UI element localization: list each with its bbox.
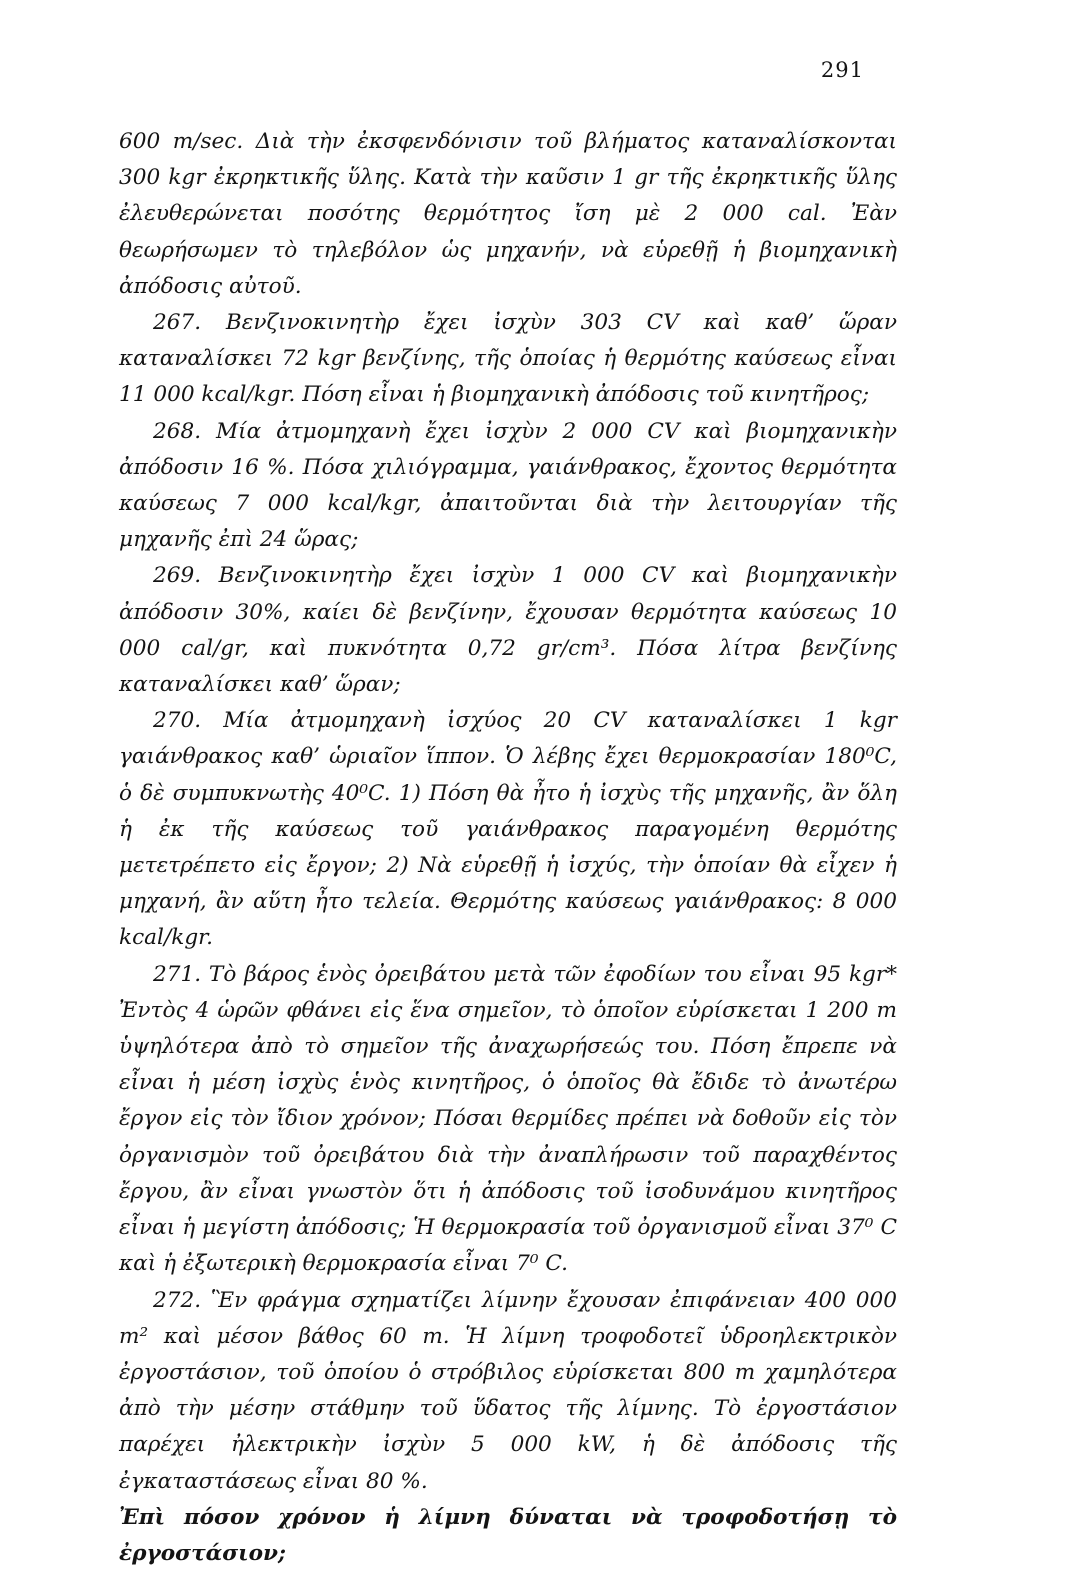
problem-272-question: Ἐπὶ πόσον χρόνον ἡ λίμνη δύναται νὰ τροφοδοτήσῃ τὸ ἐργοστάσιον;	[119, 1504, 897, 1566]
problems-text	[119, 124, 897, 1572]
problem-267: 267. Βενζινοκινητὴρ ἔχει ἰσχὺν 303 CV καὶ καθ’ ὥραν καταναλίσκει 72 kgr βενζίνης, τῆς ὁποίας ἡ θερμότης καύσεως εἶναι 11 000 kcal/kgr. Πόση εἶναι ἡ βιομηχανικὴ ἀπόδοσις τοῦ κινητῆρος;	[119, 310, 897, 408]
problem-continuation: 600 m/sec. Διὰ τὴν ἐκσφενδόνισιν τοῦ βλήματος καταναλίσκονται 300 kgr ἐκρηκτικῆς ὕλης. Κατὰ τὴν καῦσιν 1 gr τῆς ἐκρηκτικῆς ὕλης ἐλευθερώνεται ποσότης θερμότητος ἴση μὲ 2 000 cal. Ἐὰν θεωρήσωμεν τὸ τηλεβόλον ὡς μηχανήν, νὰ εὑρεθῇ ἡ βιομηχανικὴ ἀπόδοσις αὐτοῦ.	[119, 129, 897, 299]
page-number: 291	[820, 58, 864, 82]
problem-271: 271. Τὸ βάρος ἑνὸς ὀρειβάτου μετὰ τῶν ἐφοδίων του εἶναι 95 kgr* Ἐντὸς 4 ὡρῶν φθάνει εἰς ἕνα σημεῖον, τὸ ὁποῖον εὑρίσκεται 1 200 m ὑψηλότερα ἀπὸ τὸ σημεῖον τῆς ἀναχωρήσεώς του. Πόση ἔπρεπε νὰ εἶναι ἡ μέση ἰσχὺς ἑνὸς κινητῆρος, ὁ ὁποῖος θὰ ἔδιδε τὸ ἀνωτέρω ἔργον εἰς τὸν ἴδιον χρόνον; Πόσαι θερμίδες πρέπει νὰ δοθοῦν εἰς τὸν ὀργανισμὸν τοῦ ὀρειβάτου διὰ τὴν ἀναπλήρωσιν τοῦ παραχθέντος ἔργου, ἂν εἶναι γνωστὸν ὅτι ἡ ἀπόδοσις τοῦ ἰσοδυνάμου κινητῆρος εἶναι ἡ μεγίστη ἀπόδοσις; Ἡ θερμοκρασία τοῦ ὀργανισμοῦ εἶναι 37⁰ C καὶ ἡ ἐξωτερικὴ θερμοκρασία εἶναι 7⁰ C.	[119, 961, 897, 1277]
problem-272: 272. Ἓν φράγμα σχηματίζει λίμνην ἔχουσαν ἐπιφάνειαν 400 000 m² καὶ μέσον βάθος 60 m. Ἡ λίμνη τροφοδοτεῖ ὑδροηλεκτρικὸν ἐργοστάσιον, τοῦ ὁποίου ὁ στρόβιλος εὑρίσκεται 800 m χαμηλότερα ἀπὸ τὴν μέσην στάθμην τοῦ ὕδατος τῆς λίμνης. Τὸ ἐργοστάσιον παρέχει ἠλεκτρικὴν ἰσχὺν 5 000 kW, ἡ δὲ ἀπόδοσις τῆς ἐγκαταστάσεως εἶναι 80 %.	[119, 1287, 897, 1494]
problem-269: 269. Βενζινοκινητὴρ ἔχει ἰσχὺν 1 000 CV καὶ βιομηχανικὴν ἀπόδοσιν 30%, καίει δὲ βενζίνην, ἔχουσαν θερμότητα καύσεως 10 000 cal/gr, καὶ πυκνότητα 0,72 gr/cm³. Πόσα λίτρα βενζίνης καταναλίσκει καθ’ ὥραν;	[119, 563, 897, 698]
problem-268: 268. Μία ἀτμομηχανὴ ἔχει ἰσχὺν 2 000 CV καὶ βιομηχανικὴν ἀπόδοσιν 16 %. Πόσα χιλιόγραμμα, γαιάνθρακος, ἔχοντος θερμότητα καύσεως 7 000 kcal/kgr, ἀπαιτοῦνται διὰ τὴν λειτουργίαν τῆς μηχανῆς ἐπὶ 24 ὥρας;	[119, 418, 897, 553]
problem-270: 270. Μία ἀτμομηχανὴ ἰσχύος 20 CV καταναλίσκει 1 kgr γαιάνθρακος καθ’ ὡριαῖον ἵππον. Ὁ λέβης ἔχει θερμοκρασίαν 180⁰C, ὁ δὲ συμπυκνωτὴς 40⁰C. 1) Πόση θὰ ἦτο ἡ ἰσχὺς τῆς μηχανῆς, ἂν ὅλη ἡ ἐκ τῆς καύσεως τοῦ γαιάνθρακος παραγομένη θερμότης μετετρέπετο εἰς ἔργον; 2) Νὰ εὑρεθῇ ἡ ἰσχύς, τὴν ὁποίαν θὰ εἶχεν ἡ μηχανή, ἂν αὕτη ἦτο τελεία. Θερμότης καύσεως γαιάνθρακος: 8 000 kcal/kgr.	[119, 708, 897, 951]
